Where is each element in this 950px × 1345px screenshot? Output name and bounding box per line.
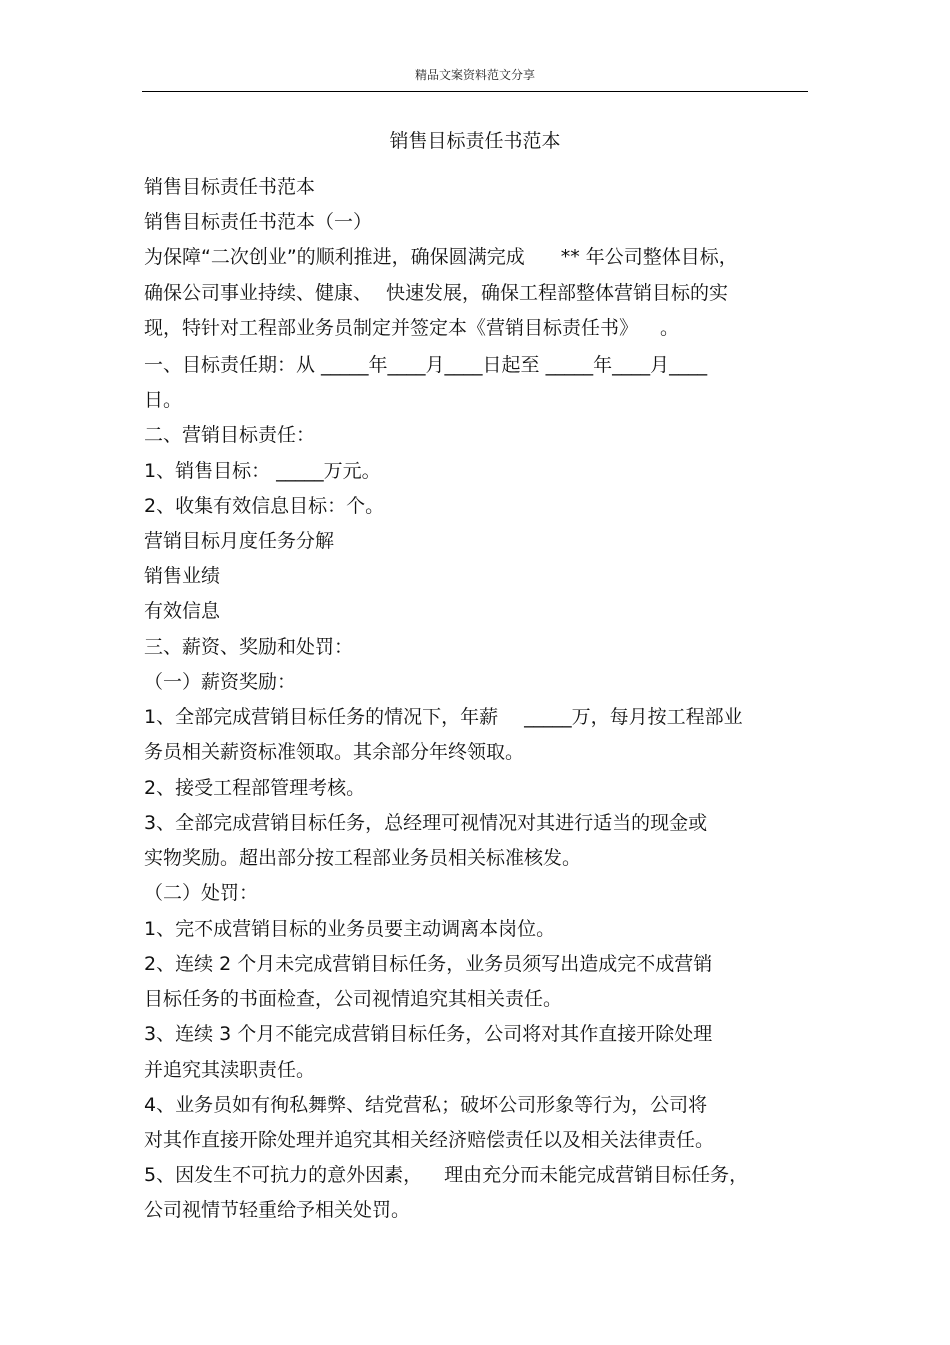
paragraph-line: 2、收集有效信息目标：个。 [144, 495, 385, 517]
header-divider [142, 91, 808, 92]
text-fragment: 5、因发生不可抗力的意外因素， [144, 1164, 423, 1186]
paragraph-line: 日。 [144, 389, 183, 411]
paragraph-line: 2、接受工程部管理考核。 [144, 777, 366, 799]
page-header-text: 精品文案资料范文分享 [414, 68, 535, 82]
doc-subheading: 销售目标责任书范本（一） [144, 211, 373, 233]
paragraph-line: 3、连续 3 个月不能完成营销目标任务，公司将对其作直接开除处理 [144, 1023, 713, 1045]
paragraph-line: 营销目标月度任务分解 [144, 530, 335, 552]
doc-heading: 销售目标责任书范本 [144, 176, 316, 198]
paragraph-line: 1、销售目标： _____万元。 [144, 460, 381, 482]
text-fragment: 1、全部完成营销目标任务的情况下，年薪 [144, 706, 499, 728]
paragraph-line: 销售业绩 [144, 565, 221, 587]
text-fragment: 确保公司事业持续、健康、 [144, 282, 373, 304]
paragraph-line: 目标任务的书面检查，公司视情追究其相关责任。 [144, 988, 563, 1010]
paragraph-line: 并追究其渎职责任。 [144, 1059, 316, 1081]
section-heading: 三、薪资、奖励和处罚： [144, 636, 354, 658]
text-fragment: ** 年公司整体目标， [560, 246, 738, 268]
paragraph-line: 一、目标责任期：从 _____年____月____日起至 _____年____月____ [144, 354, 708, 376]
text-fragment: 为保障“二次创业”的顺利推进，确保圆满完成 [144, 246, 525, 268]
subsection-heading: （二）处罚： [144, 882, 259, 904]
paragraph-line [144, 1162, 748, 1188]
paragraph-line [144, 704, 743, 730]
paragraph-line: 务员相关薪资标准领取。其余部分年终领取。 [144, 741, 525, 763]
paragraph-line: 对其作直接开除处理并追究其相关经济赔偿责任以及相关法律责任。 [144, 1129, 715, 1151]
text-fragment: 。 [660, 317, 680, 339]
text-fragment: 快速发展，确保工程部整体营销目标的实 [386, 282, 729, 304]
section-heading: 二、营销目标责任： [144, 424, 316, 446]
paragraph-line [144, 244, 738, 270]
paragraph-line: 有效信息 [144, 600, 221, 622]
paragraph-line: 2、连续 2 个月未完成营销目标任务，业务员须写出造成完不成营销 [144, 953, 713, 975]
text-fragment: 现，特针对工程部业务员制定并签定本《营销目标责任书》 [144, 317, 639, 339]
paragraph-line: 1、完不成营销目标的业务员要主动调离本岗位。 [144, 918, 556, 940]
paragraph-line: 4、业务员如有徇私舞弊、结党营私；破坏公司形象等行为，公司将 [144, 1094, 708, 1116]
text-fragment: _____万，每月按工程部业 [524, 706, 743, 728]
paragraph-line [144, 315, 679, 341]
document-title: 销售目标责任书范本 [389, 130, 561, 152]
text-fragment: 理由充分而未能完成营销目标任务， [444, 1164, 749, 1186]
paragraph-line: 实物奖励。超出部分按工程部业务员相关标准核发。 [144, 847, 582, 869]
paragraph-line [144, 280, 728, 306]
paragraph-line: 3、全部完成营销目标任务，总经理可视情况对其进行适当的现金或 [144, 812, 708, 834]
paragraph-line: 公司视情节轻重给予相关处罚。 [144, 1199, 411, 1221]
subsection-heading: （一）薪资奖励： [144, 671, 297, 693]
